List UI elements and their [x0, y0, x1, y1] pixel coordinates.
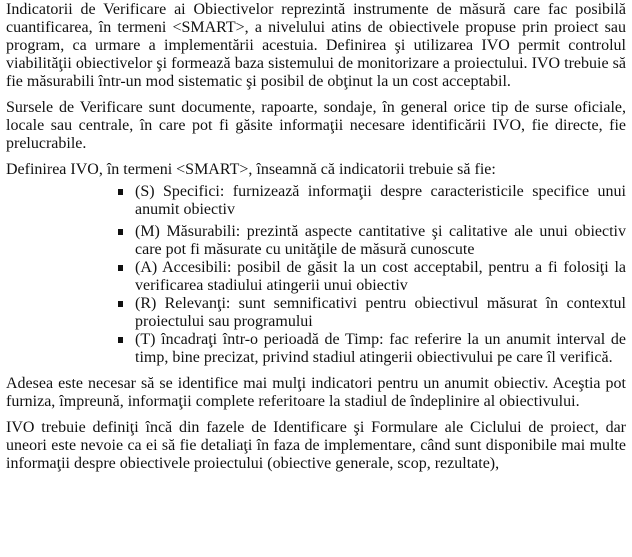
list-item-text: (A) Accesibili: posibil de găsit la un cost acceptabil, pentru a fi folosiţi la verificarea stadiului atingerii unui obiectiv: [135, 259, 626, 294]
list-item-text: (R) Relevanţi: sunt semnificativi pentru obiectivul măsurat în contextul proiectului sau programului: [135, 295, 626, 330]
paragraph-verification-sources: Sursele de Verificare sunt documente, rapoarte, sondaje, în general orice tip de surse oficiale, locale sau centrale, în care pot fi găsite informaţii necesare identificării IVO, fie directe, fie prelucrabile.: [6, 99, 626, 152]
document-body: [6, 1, 626, 481]
paragraph-multiple-indicators: Adesea este necesar să se identifice mai mulţi indicatori pentru un anumit obiectiv. Aceştia pot furniza, împreună, informaţii complete referitoare la stadiul de îndeplinire al obiectivului.: [6, 375, 626, 410]
list-item-text: (M) Măsurabili: prezintă aspecte cantitative şi calitative ale unui obiectiv care pot fi măsurate cu unităţile de măsură cunoscute: [135, 223, 626, 258]
list-item-relevant: [135, 295, 626, 331]
paragraph-ivo-definition: Indicatorii de Verificare ai Obiectivelor reprezintă instrumente de măsură care fac posibilă cuantificarea, în termeni <SMART>, a nivelului atins de obiectivele propuse prin proiect sau program, ca urmare a implementării acestuia. Definirea şi utilizarea IVO permit controlul viabilităţii obiectivelor şi formează baza sistemului de monitorizare a proiectului. IVO trebuie să fie măsurabili într-un mod sistematic şi posibil de obţinut la un cost acceptabil.: [6, 1, 626, 90]
list-item-measurable: [135, 223, 626, 259]
list-item-accessible: [135, 259, 626, 295]
list-item-text: (T) încadraţi într-o perioadă de Timp: fac referire la un anumit interval de timp, bine precizat, privind stadiul atingerii obiectivului pe care îl verifică.: [135, 331, 626, 366]
square-bullet-icon: [118, 337, 123, 343]
square-bullet-icon: [118, 229, 123, 235]
list-item-specific: [135, 183, 626, 219]
square-bullet-icon: [118, 301, 123, 307]
square-bullet-icon: [118, 265, 123, 271]
smart-criteria-list: [6, 183, 626, 367]
square-bullet-icon: [118, 189, 123, 195]
list-item-text: (S) Specifici: furnizează informaţii despre caracteristicile specifice unui anumit obiectiv: [135, 183, 626, 218]
paragraph-ivo-phases: IVO trebuie definiţi încă din fazele de Identificare şi Formulare ale Ciclului de proiect, dar uneori este nevoie ca ei să fie detaliaţi în faza de implementare, când sunt disponibile mai multe informaţii despre obiectivele proiectului (obiective generale, scop, rezultate),: [6, 419, 626, 472]
paragraph-smart-intro: Definirea IVO, în termeni <SMART>, înseamnă că indicatorii trebuie să fie:: [6, 161, 496, 178]
list-item-time-bound: [135, 331, 626, 367]
